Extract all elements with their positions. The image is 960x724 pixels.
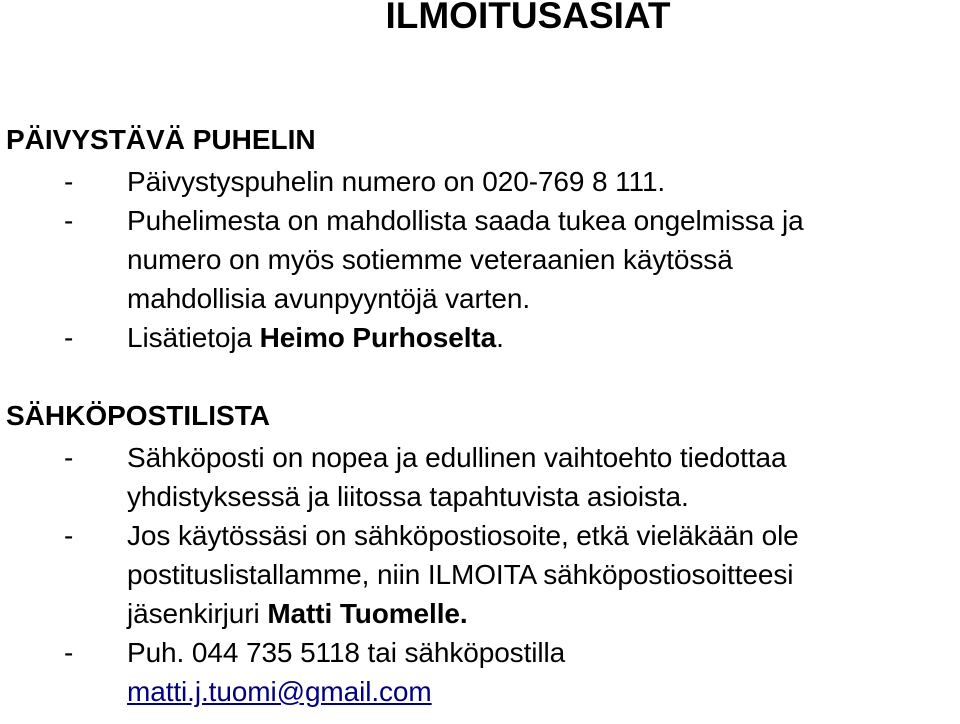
list-item-email-contact	[0, 633, 960, 711]
phone-number-text: Päivystyspuhelin numero on 020-769 8 111.	[127, 166, 666, 197]
email-intro-line-2: yhdistyksessä ja liitossa tapahtuvista asioista.	[127, 481, 689, 512]
email-link-line	[127, 672, 960, 711]
list-item-phone-contact	[0, 318, 960, 357]
email-link[interactable]: matti.j.tuomi@gmail.com	[127, 676, 432, 707]
list-dash: -	[64, 637, 74, 668]
list-dash: -	[64, 442, 74, 473]
list-dash: -	[64, 166, 74, 197]
list-dash: -	[64, 520, 74, 551]
phone-support-line-1: Puhelimesta on mahdollista saada tukea ongelmissa ja	[127, 205, 804, 236]
email-signup-line-1: Jos käytössäsi on sähköpostiosoite, etkä vieläkään ole	[127, 520, 799, 551]
page-title: ILMOITUSASIAT	[385, 0, 671, 36]
phone-contact-line	[127, 318, 960, 357]
email-intro-line-1: Sähköposti on nopea ja edullinen vaihtoehto tiedottaa	[127, 442, 787, 473]
signup-prefix: jäsenkirjuri	[127, 598, 268, 629]
list-dash: -	[64, 205, 74, 236]
list-dash: -	[64, 322, 74, 353]
email-contact-line: Puh. 044 735 5118 tai sähköpostilla	[127, 637, 566, 668]
section-heading-email: SÄHKÖPOSTILISTA	[6, 400, 270, 431]
phone-info-list	[0, 162, 960, 357]
signup-name: Matti Tuomelle.	[267, 598, 468, 629]
list-item-email-signup	[0, 516, 960, 633]
email-info-list	[0, 438, 960, 711]
email-signup-line-2: postituslistallamme, niin ILMOITA sähköpostiosoitteesi	[127, 559, 794, 590]
phone-support-line-2: numero on myös sotiemme veteraanien käytössä	[127, 244, 733, 275]
list-item-phone-support	[0, 201, 960, 318]
contact-name: Heimo Purhoselta	[259, 322, 497, 353]
section-heading-phone: PÄIVYSTÄVÄ PUHELIN	[6, 124, 316, 155]
phone-support-line-3: mahdollisia avunpyyntöjä varten.	[127, 283, 531, 314]
contact-suffix: .	[496, 322, 504, 353]
email-signup-line-3	[127, 594, 960, 633]
contact-prefix: Lisätietoja	[127, 322, 260, 353]
list-item-phone-number	[0, 162, 960, 201]
list-item-email-intro	[0, 438, 960, 516]
